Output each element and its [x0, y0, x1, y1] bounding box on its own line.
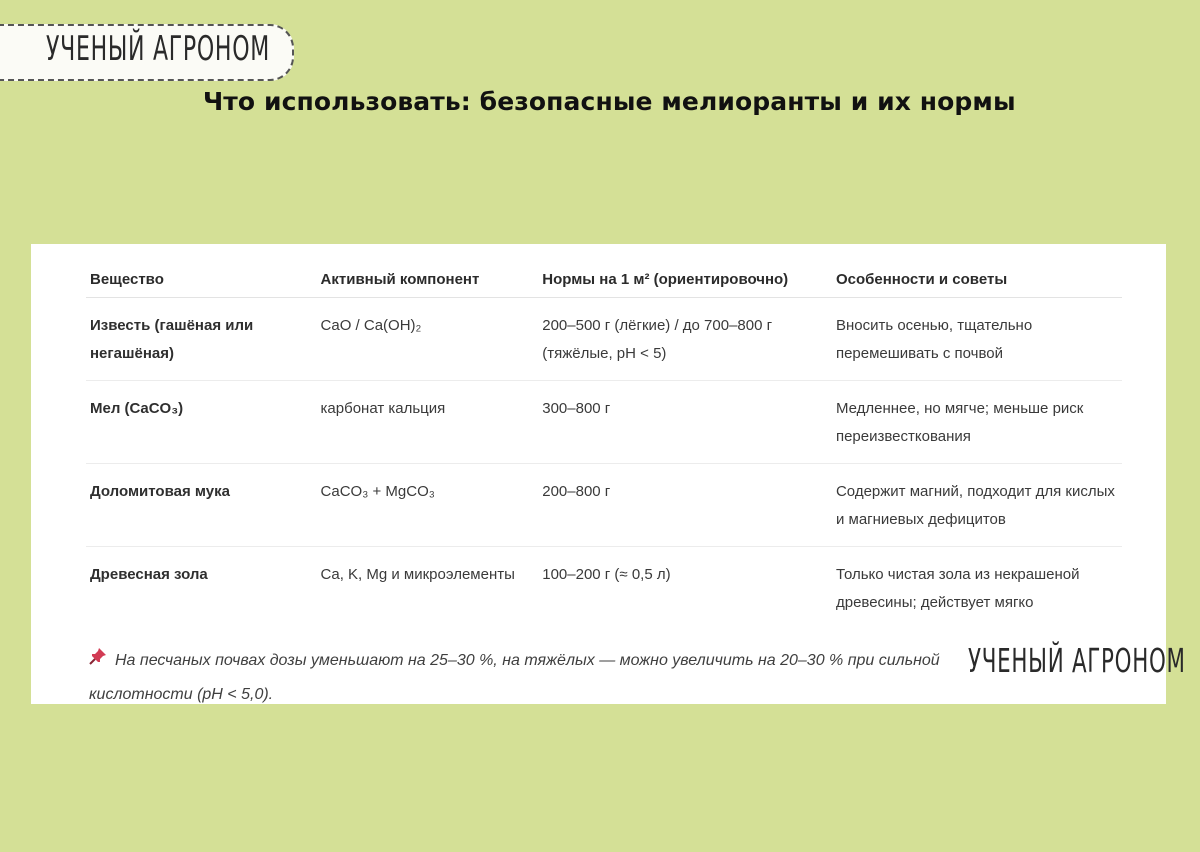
table-row: [86, 381, 1122, 464]
cell-norm: 100–200 г (≈ 0,5 л): [542, 566, 671, 583]
cell-tips: Вносить осенью, тщательно перемешивать с почвой: [832, 298, 1122, 381]
cell-tips: Содержит магний, подходит для кислых и магниевых дефицитов: [832, 464, 1122, 547]
table-panel: [31, 244, 1186, 704]
header-component: Активный компонент: [317, 262, 539, 298]
header-substance: Вещество: [86, 262, 317, 298]
cell-tips: Медленнее, но мягче; меньше риск переизвесткования: [832, 381, 1122, 464]
cell-substance: Известь (гашёная или негашёная): [86, 298, 317, 381]
note: [89, 644, 969, 712]
cell-substance: Доломитовая мука: [86, 464, 317, 547]
cell-component: CaO / Ca(OH)₂: [317, 298, 539, 381]
table-row: [86, 547, 1122, 630]
watermark-logo: УЧЕНЫЙ АГРОНОМ: [968, 641, 1186, 680]
cell-component: CaCO₃ + MgCO₃: [317, 464, 539, 547]
cell-component: карбонат кальция: [317, 381, 539, 464]
header-tips: Особенности и советы: [832, 262, 1122, 298]
logo-text: УЧЕНЫЙ АГРОНОМ: [46, 29, 270, 69]
cell-norm: 200–800 г: [538, 464, 832, 547]
cell-substance: Древесная зола: [90, 566, 208, 583]
cell-substance: Мел (CaCO₃): [86, 381, 317, 464]
note-text: На песчаных почвах дозы уменьшают на 25–30 %, на тяжёлых — можно увеличить на 20–30 % при сильной кислотности (pH < 5,0).: [89, 652, 940, 703]
table-header-row: [86, 262, 1122, 298]
cell-tips: Только чистая зола из некрашеной древесины; действует мягко: [835, 566, 1080, 611]
header-norm: Нормы на 1 м² (ориентировочно): [538, 262, 832, 298]
cell-component: Ca, K, Mg и микроэлементы: [320, 566, 515, 583]
pushpin-icon: [89, 644, 115, 678]
cell-norm: 300–800 г: [538, 381, 832, 464]
fertilizer-table: [86, 262, 1122, 629]
page-title: Что использовать: безопасные мелиоранты и их нормы: [203, 87, 1016, 116]
cell-norm: 200–500 г (лёгкие) / до 700–800 г (тяжёлые, pH < 5): [538, 298, 832, 381]
table-row: [86, 464, 1122, 547]
table-row: [86, 298, 1122, 381]
